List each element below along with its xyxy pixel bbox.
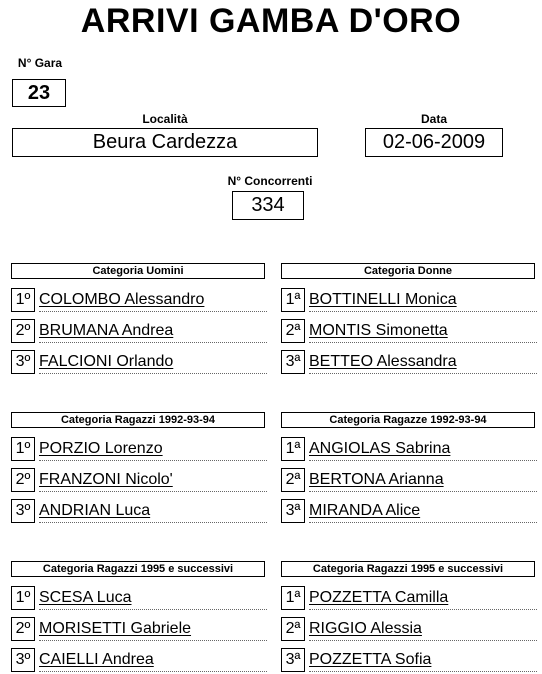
- place-box: 1º: [11, 437, 35, 461]
- category-ragazze-1995: [281, 561, 535, 668]
- athlete-name: POZZETTA Sofia: [309, 651, 432, 668]
- dotted-line: [309, 460, 537, 461]
- dotted-line: [309, 373, 537, 374]
- result-row: [11, 437, 267, 461]
- result-row: [11, 586, 267, 610]
- result-row: [11, 499, 267, 523]
- dotted-line: [39, 311, 267, 312]
- athlete-name: MONTIS Simonetta: [309, 322, 448, 339]
- gara-label: N° Gara: [17, 56, 63, 70]
- category-header: Categoria Ragazzi 1995 e successivi: [281, 561, 535, 577]
- place-box: 3º: [11, 648, 35, 672]
- athlete-name: BERTONA Arianna: [309, 471, 444, 488]
- localita-field: Beura Cardezza: [12, 128, 318, 157]
- data-field: 02-06-2009: [365, 128, 503, 157]
- result-row: [281, 586, 537, 610]
- localita-label: Località: [142, 112, 188, 126]
- place-box: 3º: [11, 499, 35, 523]
- category-uomini: [11, 263, 265, 370]
- dotted-line: [309, 342, 537, 343]
- athlete-name: BOTTINELLI Monica: [309, 291, 457, 308]
- result-row: [281, 288, 537, 312]
- result-row: [11, 468, 267, 492]
- athlete-name: BRUMANA Andrea: [39, 322, 174, 339]
- category-ragazzi-1995: [11, 561, 265, 668]
- place-box: 2º: [11, 468, 35, 492]
- place-box: 1º: [11, 586, 35, 610]
- result-row: [11, 648, 267, 672]
- result-row: [11, 350, 267, 374]
- dotted-line: [309, 491, 537, 492]
- result-row: [281, 648, 537, 672]
- result-row: [281, 617, 537, 641]
- dotted-line: [309, 609, 537, 610]
- athlete-name: MORISETTI Gabriele: [39, 620, 192, 637]
- result-row: [281, 468, 537, 492]
- result-row: [281, 319, 537, 343]
- place-box: 2ª: [281, 319, 305, 343]
- category-ragazzi-1992: [11, 412, 265, 519]
- athlete-name: CAIELLI Andrea: [39, 651, 154, 668]
- category-header: Categoria Ragazzi 1992-93-94: [11, 412, 265, 428]
- athlete-name: ANDRIAN Luca: [39, 502, 151, 519]
- data-label: Data: [420, 112, 447, 126]
- gara-field: 23: [12, 79, 66, 107]
- dotted-line: [39, 373, 267, 374]
- category-header: Categoria Ragazze 1992-93-94: [281, 412, 535, 428]
- dotted-line: [39, 671, 267, 672]
- place-box: 3º: [11, 350, 35, 374]
- place-box: 3ª: [281, 648, 305, 672]
- athlete-name: RIGGIO Alessia: [309, 620, 422, 637]
- dotted-line: [39, 460, 267, 461]
- place-box: 1ª: [281, 437, 305, 461]
- category-header: Categoria Ragazzi 1995 e successivi: [11, 561, 265, 577]
- place-box: 1ª: [281, 288, 305, 312]
- result-row: [281, 350, 537, 374]
- result-row: [281, 437, 537, 461]
- result-row: [11, 319, 267, 343]
- result-row: [11, 617, 267, 641]
- athlete-name: FRANZONI Nicolo': [39, 471, 173, 488]
- concorrenti-field: 334: [232, 191, 304, 220]
- place-box: 2º: [11, 617, 35, 641]
- dotted-line: [309, 522, 537, 523]
- category-header: Categoria Donne: [281, 263, 535, 279]
- dotted-line: [309, 311, 537, 312]
- place-box: 1ª: [281, 586, 305, 610]
- concorrenti-label: N° Concorrenti: [227, 174, 313, 188]
- place-box: 2ª: [281, 617, 305, 641]
- athlete-name: SCESA Luca: [39, 589, 132, 606]
- category-donne: [281, 263, 535, 370]
- place-box: 3ª: [281, 499, 305, 523]
- dotted-line: [39, 522, 267, 523]
- dotted-line: [39, 491, 267, 492]
- dotted-line: [39, 609, 267, 610]
- category-header: Categoria Uomini: [11, 263, 265, 279]
- athlete-name: FALCIONI Orlando: [39, 353, 174, 370]
- result-row: [281, 499, 537, 523]
- place-box: 1º: [11, 288, 35, 312]
- athlete-name: BETTEO Alessandra: [309, 353, 457, 370]
- athlete-name: COLOMBO Alessandro: [39, 291, 205, 308]
- place-box: 2º: [11, 319, 35, 343]
- athlete-name: MIRANDA Alice: [309, 502, 421, 519]
- athlete-name: ANGIOLAS Sabrina: [309, 440, 451, 457]
- dotted-line: [39, 640, 267, 641]
- place-box: 3ª: [281, 350, 305, 374]
- category-ragazze-1992: [281, 412, 535, 519]
- dotted-line: [309, 640, 537, 641]
- page-title: ARRIVI GAMBA D'ORO: [80, 2, 462, 40]
- result-row: [11, 288, 267, 312]
- athlete-name: PORZIO Lorenzo: [39, 440, 163, 457]
- athlete-name: POZZETTA Camilla: [309, 589, 449, 606]
- dotted-line: [309, 671, 537, 672]
- place-box: 2ª: [281, 468, 305, 492]
- dotted-line: [39, 342, 267, 343]
